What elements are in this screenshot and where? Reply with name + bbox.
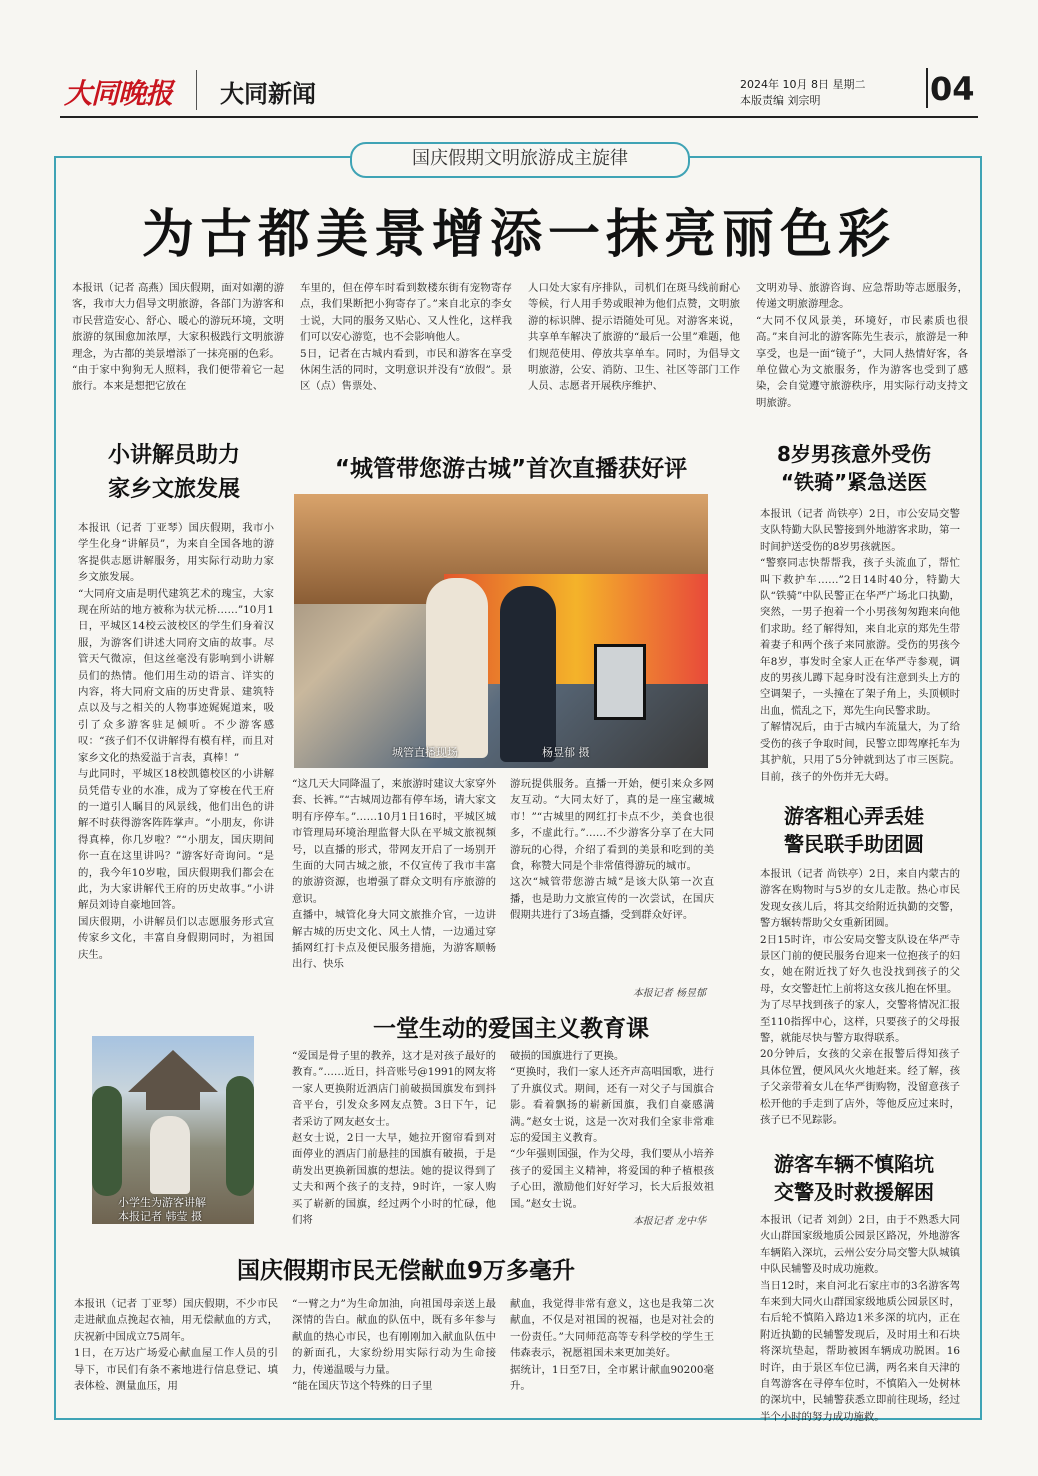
statue-shape xyxy=(150,1116,190,1194)
logo-text: 大同晚报 xyxy=(64,77,173,110)
patriotic-byline: 本报记者 龙中华 xyxy=(632,1216,706,1227)
section-title: 大同新闻 xyxy=(220,79,316,108)
livestream-caption-right: 杨昱郁 摄 xyxy=(542,746,590,759)
livestream-byline: 本报记者 杨昱郁 xyxy=(632,988,706,999)
blood-col-1: 本报讯（记者 丁亚琴）国庆假期，不少市民走进献血点挽起衣袖，用无偿献血的方式，庆祝新中国成立75周年。 1日，在万达广场爱心献血屋工作人员的引导下，市民们有条不紊地进行信息登记、填表体检、测量血压，用 xyxy=(74,1298,278,1393)
patriotic-title: 一堂生动的爱国主义教育课 xyxy=(373,1016,649,1042)
livestream-caption-left: 城管直播现场 xyxy=(392,746,458,759)
banner-text: 国庆假期文明旅游成主旋律 xyxy=(412,148,628,169)
page-editor: 本版责编 刘宗明 xyxy=(740,94,821,107)
blood-title: 国庆假期市民无偿献血9万多毫升 xyxy=(236,1258,575,1284)
livestream-title: “城管带您游古城”首次直播获好评 xyxy=(334,456,688,482)
lead-col-3: 人口处大家有序排队，司机们在斑马线前耐心等候，行人用手势或眼神为他们点赞，文明旅游的标识牌、提示语随处可见。对游客来说，共享单车解决了旅游的“最后一公里”难题，他们规范使用、停放共享单车。同时，为倡导文明旅游，公安、消防、卫生、社区等部门工作人员、志愿者开展秩序维护、 xyxy=(528,282,740,393)
guides-caption-2: 本报记者 韩莹 摄 xyxy=(118,1210,202,1223)
guides-photo xyxy=(92,1036,254,1224)
lead-col-4: 文明劝导、旅游咨询、应急帮助等志愿服务，传递文明旅游理念。 “大同不仅风景美，环境好，市民素质也很高。”来自河北的游客陈先生表示，旅游是一种享受，也是一面“镜子”，大同人热情好客，各单位做心为文旅服务，作为游客也受到了感染，会自觉遵守旅游秩序，用实际行动支持文明旅游。 xyxy=(756,282,968,409)
blood-col-3: 献血，我觉得非常有意义，这也是我第二次献血，不仅是对祖国的祝福，也是对社会的一份责任。”大同师范高等专科学校的学生王伟森表示，祝愿祖国未来更加美好。 据统计，1日至7日，全市累计献血90200毫升。 xyxy=(510,1298,714,1393)
injury-body: 本报讯（记者 尚铁亭）2日，市公安局交警支队特勤大队民警接到外地游客求助，第一时间护送受伤的8岁男孩就医。 “警察同志快帮帮我，孩子头流血了，帮忙叫下救护车……”2日14时40分，特勤大队“铁骑”中队民警正在华严广场北口执勤，突然，一男子抱着一个小男孩匆匆跑来向他们求助。经了解得知，来自北京的郑先生带着妻子和两个孩子来同旅游。受伤的男孩今年8岁，事发时全家人正在华严寺参观，调皮的男孩儿蹲下起身时没有注意到头上方的空调架子，一头撞在了架子角上，头顶顿时出血，慌乱之下，郑先生向民警求助。 了解情况后，由于古城内车流量大，为了给受伤的孩子争取时间，民警立即驾摩托车为其护航，只用了5分钟就到达了市三医院。目前，孩子的外伤并无大碍。 xyxy=(760,508,960,783)
vehicle-title-2: 交警及时救援解困 xyxy=(774,1180,934,1204)
reporter-figure xyxy=(426,578,488,758)
phone-on-tripod xyxy=(594,644,646,720)
guides-title-2: 家乡文旅发展 xyxy=(107,477,240,502)
frame-top-right xyxy=(686,156,980,158)
guides-body: 本报讯（记者 丁亚琴）国庆假期，我市小学生化身“讲解员”，为来自全国各地的游客提供志愿讲解服务，用实际行动助力家乡文旅发展。 “大同府文庙是明代建筑艺术的瑰宝，大家现在所站的地方被称为状元桥……”10月1日，平城区14校云波校区的学生们身着汉服，为游客们讲述大同府文庙的故事。尽管天气微凉，但这丝毫没有影响到小讲解员们的热情。他们用生动的语言、详实的内容，将大同府文庙的历史背景、建筑特点以及与之相关的人物事迹娓娓道来，吸引了众多游客驻足倾听。不少游客感叹：“孩子们不仅讲解得有模有样，而且对家乡文化的热爱溢于言表，真棒！” 与此同时，平城区18校凯德校区的小讲解员凭借专业的水准，成为了穿梭在代王府的一道引人瞩目的风景线，他们出色的讲解不时获得游客阵阵掌声。“小朋友，你讲得真棒，你几岁啦？”“小朋友，国庆期间你一直在这里讲吗？”游客好奇询问。“是的，我今年10岁啦，国庆假期我们都会在此，为大家讲解代王府的历史故事。”小讲解员刘诗自豪地回答。 国庆假期，小讲解员们以志愿服务形式宣传家乡文化，丰富自身假期同时，为祖国庆生。 xyxy=(78,522,274,961)
tree-right xyxy=(226,1076,254,1196)
officer-figure xyxy=(500,586,556,762)
page-number-bracket xyxy=(918,68,928,108)
vehicle-body: 本报讯（记者 刘剑）2日，由于不熟悉大同火山群国家级地质公园景区路况，外地游客车辆陷入深坑，云州公安分局交警大队城镇中队民辅警及时成功施救。 当日12时，来自河北石家庄市的3名游客驾车来到大同火山群国家级地质公园景区时，右后轮不慎陷入路边1米多深的坑内，正在附近执勤的民辅警发现后，及时用土和石块将深坑垫起，帮助被困车辆成功脱困。16时许，由于景区车位已满，两名来自天津的自驾游客在寻停车位时，不慎陷入一处树林的深坑中，民辅警获悉立即前往现场，经过半个小时的努力成功施救。 xyxy=(760,1214,960,1423)
lead-col-1: 本报讯（记者 高燕）国庆假期，面对如潮的游客，我市大力倡导文明旅游，各部门为游客和市民营造安心、舒心、暖心的游玩环境，文明旅游的氛围愈加浓厚，大家积极践行文明旅游理念，为古都的美景增添了一抹亮丽的色彩。 “由于家中狗狗无人照料，我们便带着它一起旅行。本来是想把它放在 xyxy=(72,282,284,393)
lead-col-2: 车里的，但在停车时看到数楼东街有宠物寄存点，我们果断把小狗寄存了。”来自北京的李女士说，大同的服务又贴心、又人性化，这样我们可以安心游览，也不会影响他人。 5日，记者在古城内看到，市民和游客在享受休闲生活的同时，文明意识并没有“放假”。景区（点）售票处、 xyxy=(300,282,512,393)
masthead-rule xyxy=(60,116,978,118)
livestream-col-2: 游玩提供服务。直播一开始，便引来众多网友互动。“大同太好了，真的是一座宝藏城市！”“古城里的网红打卡点不少，美食也很多，不虚此行。”……不少游客分享了在大同游玩的心得，介绍了看到的美景和吃到的美食，称赞大同是个非常值得游玩的城市。 这次“城管带您游古城”是该大队第一次直播，也是助力文旅宣传的一次尝试，在国庆假期共进行了3场直播，受到群众好评。 xyxy=(510,778,714,922)
newspaper-logo xyxy=(64,72,184,108)
page-number: 04 xyxy=(930,70,975,108)
livestream-photo xyxy=(294,494,708,768)
patriotic-col-1: “爱国是骨子里的教养，这才是对孩子最好的教育。”……近日，抖音账号@1991的网友将一家人更换附近酒店门前破损国旗发布到抖音平台，引发众多网友点赞。3日下午，记者采访了网友赵女士。 赵女士说，2日一大早，她拉开窗帘看到对面停业的酒店门前悬挂的国旗有破损，于是萌发出更换新国旗的想法。她的提议得到了丈夫和两个孩子的支持，9时许，一家人购买了崭新的国旗，经过两个小时的忙碌，他们将 xyxy=(292,1050,496,1227)
tree-left xyxy=(92,1086,122,1196)
injury-title-2: “铁骑”紧急送医 xyxy=(780,470,928,494)
frame-top-left xyxy=(54,156,354,158)
guides-caption-1: 小学生为游客讲解 xyxy=(118,1196,206,1209)
pavilion-shape xyxy=(128,1050,218,1110)
issue-date: 2024年 10月 8日 星期二 xyxy=(740,78,866,91)
lost-child-title-1: 游客粗心弄丢娃 xyxy=(784,804,924,828)
masthead-separator xyxy=(196,70,197,110)
lost-child-title-2: 警民联手助团圆 xyxy=(784,832,924,856)
vehicle-title-1: 游客车辆不慎陷坑 xyxy=(774,1152,934,1176)
guides-title-1: 小讲解员助力 xyxy=(107,443,240,468)
main-title: 为古都美景增添一抹亮丽色彩 xyxy=(141,205,896,265)
lost-child-body: 本报讯（记者 尚铁亭）2日，来自内蒙古的游客在购物时与5岁的女儿走散。热心市民发现女孩儿后，将其交给附近执勤的交警，警方辗转帮助父女重新团圆。 2日15时许，市公安局交警支队设在华严寺景区门前的便民服务台迎来一位抱孩子的妇女，她在附近找了好久也没找到孩子的父母，女交警赶忙上前将这女孩儿抱在怀里。 为了尽早找到孩子的家人，交警将情况汇报至110指挥中心，这样，只要孩子的父母报警，就能尽快与警方取得联系。 20分钟后，女孩的父亲在报警后得知孩子具体位置，便风风火火地赶来。经了解，孩子父亲带着女儿在华严街购物，没留意孩子松开他的手走到了店外，等他反应过来时，孩子已不见踪影。 xyxy=(760,868,960,1127)
patriotic-col-2: 破损的国旗进行了更换。 “更换时，我们一家人还齐声高唱国歌，进行了升旗仪式。期间，还有一对父子与国旗合影。看着飘扬的崭新国旗，我们自豪感满满。”赵女士说，这是一次对我们全家非常难忘的爱国主义教育。 “少年强则国强，作为父母，我们要从小培养孩子的爱国主义精神，将爱国的种子植根孩子心田，激励他们好好学习，长大后报效祖国。”赵女士说。 xyxy=(510,1050,714,1210)
livestream-col-1: “这几天大同降温了，来旅游时建议大家穿外套、长裤。”“古城周边都有停车场，请大家文明有序停车。”……10月1日16时，平城区城市管理局环境治理监督大队在平城文旅视频号，以直播的形式，带网友开启了一场别开生面的大同古城之旅，不仅宣传了我市丰富的旅游资源，也增强了群众文明有序旅游的意识。 直播中，城管化身大同文旅推介官，一边讲解古城的历史文化、风土人情，一边通过穿插网红打卡点及便民服务措施，为游客顺畅出行、快乐 xyxy=(292,778,496,971)
blood-col-2: “一臂之力”为生命加油，向祖国母亲送上最深情的告白。献血的队伍中，既有多年参与献血的热心市民，也有刚刚加入献血队伍中的新面孔，大家纷纷用实际行动为生命接力，传递温暖与力量。 “能在国庆节这个特殊的日子里 xyxy=(292,1298,496,1393)
banner xyxy=(350,142,690,178)
injury-title-1: 8岁男孩意外受伤 xyxy=(777,442,931,466)
